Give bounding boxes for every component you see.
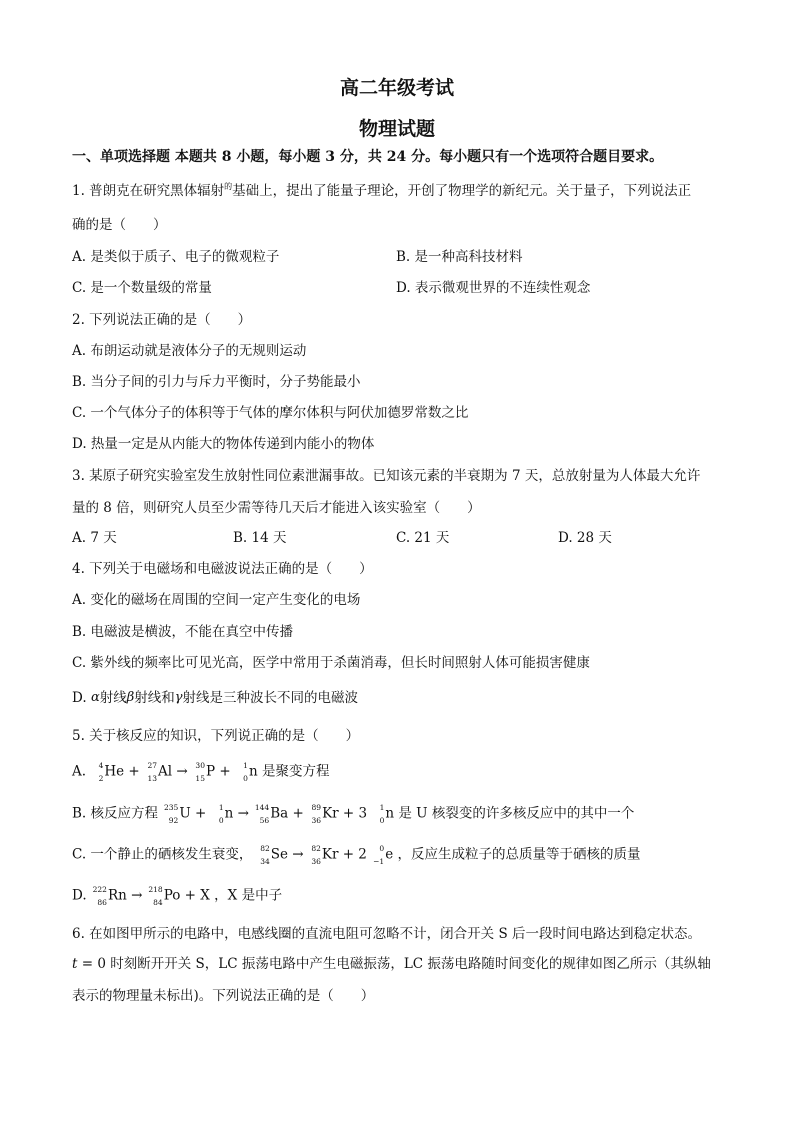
- nuclide-he: 4 2: [98, 761, 104, 783]
- q5-option-b: B. 核反应方程 235 92 U + 1 0 n → 144 56 Ba + 89 36 Kr + 3 1 0 n 是 U 核裂变的许多核反应中的其中一个: [72, 803, 635, 825]
- q4-d-tail: 射线是三种波长不同的电磁波: [182, 690, 359, 706]
- nuclide-rn: 222 86: [92, 885, 107, 907]
- q2-stem: 2. 下列说法正确的是（ ）: [72, 312, 252, 328]
- q5-c-tail: ，反应生成粒子的总质量等于硒核的质量: [397, 846, 641, 863]
- section-heading: 一、单项选择题 本题共 8 小题，每小题 3 分，共 24 分。每小题只有一个选项符合题目要求。: [72, 149, 664, 165]
- q1-stem-part-b: 基础上，提出了能量子理论，开创了物理学的新纪元。关于量子，下列说法正: [232, 183, 692, 199]
- q4-stem: 4. 下列关于电磁场和电磁波说法正确的是（ ）: [72, 561, 373, 577]
- nuclide-po: 218 84: [148, 885, 163, 907]
- nuclide-p: 30 15: [195, 761, 205, 783]
- q5-stem: 5. 关于核反应的知识，下列说正确的是（ ）: [72, 728, 360, 744]
- q3-option-a: A. 7 天: [72, 530, 117, 546]
- nuclide-n: 1 0: [243, 761, 248, 783]
- q1-stem-part-a: 1. 普朗克在研究黑体辐射: [72, 183, 225, 199]
- q4-d-mid2: 射线和: [134, 690, 175, 706]
- nuclide-al: 27 13: [147, 761, 157, 783]
- q5-b-tail: 是 U 核裂变的许多核反应中的其中一个: [398, 805, 635, 822]
- nuclide-se: 82 34: [260, 844, 270, 866]
- q5-option-d: D. 222 86 Rn → 218 84 Po + X ，X 是中子: [72, 885, 283, 907]
- q6-stem-line2: [72, 958, 711, 972]
- gamma-symbol: γ: [174, 690, 183, 705]
- beta-symbol: β: [126, 690, 135, 705]
- q1-option-a: A. 是类似于质子、电子的微观粒子: [72, 249, 280, 265]
- q3-stem-line1: 3. 某原子研究实验室发生放射性同位素泄漏事故。已知该元素的半衰期为 7 天，总放射量为人体最大允许: [72, 468, 701, 484]
- q4-d-prefix: D.: [72, 690, 91, 706]
- q1-option-c: C. 是一个数量级的常量: [72, 280, 212, 296]
- q2-option-d: D. 热量一定是从内能大的物体传递到内能小的物体: [72, 436, 375, 452]
- nuclide-ba: 144 56: [254, 803, 270, 825]
- q5-d-prefix: D.: [72, 887, 91, 904]
- page-subtitle: 物理试题: [358, 118, 435, 140]
- q6-stem-line2-text: = 0 时刻断开开关 S，LC 振荡电路中产生电磁振荡，LC 振荡电路随时间变化的规律如图乙所示（其纵轴: [77, 956, 711, 972]
- q5-a-prefix: A.: [72, 763, 91, 780]
- q6-stem-line1: 6. 在如图甲所示的电路中，电感线圈的直流电阻可忽略不计，闭合开关 S 后一段时间电路达到稳定状态。: [72, 926, 702, 942]
- q3-option-d: D. 28 天: [558, 530, 612, 546]
- q3-option-c: C. 21 天: [396, 530, 450, 546]
- q1-stem-line1: [72, 182, 692, 199]
- q5-b-prefix: B. 核反应方程: [72, 805, 159, 822]
- q2-option-a: A. 布朗运动就是液体分子的无规则运动: [72, 343, 307, 359]
- q1-option-b: B. 是一种高科技材料: [396, 249, 523, 265]
- q4-option-c: C. 紫外线的频率比可见光高，医学中常用于杀菌消毒，但长时间照射人体可能损害健康: [72, 655, 590, 671]
- alpha-symbol: α: [90, 690, 100, 705]
- q1-option-d: D. 表示微观世界的不连续性观念: [396, 280, 591, 296]
- q6-t-variable: t: [72, 956, 78, 972]
- q5-d-tail: ，X 是中子: [214, 887, 283, 904]
- nuclide-kr: 89 36: [311, 803, 322, 825]
- nuclide-kr2: 82 36: [311, 844, 321, 866]
- q6-stem-line3: 表示的物理量未标出)。下列说法正确的是（ ）: [72, 988, 375, 1004]
- q5-a-tail: 是聚变方程: [261, 763, 330, 780]
- q2-option-c: C. 一个气体分子的体积等于气体的摩尔体积与阿伏加德罗常数之比: [72, 405, 469, 421]
- q2-option-b: B. 当分子间的引力与斥力平衡时，分子势能最小: [72, 374, 361, 390]
- page-title: 高二年级考试: [339, 77, 454, 99]
- nuclide-e: 0 −1: [373, 844, 385, 866]
- q4-d-mid1: 射线: [99, 690, 127, 706]
- q3-stem-line2: 量的 8 倍，则研究人员至少需等待几天后才能进入该实验室（ ）: [72, 500, 481, 516]
- q4-option-d: [72, 692, 358, 706]
- nuclide-n2: 1 0: [218, 803, 224, 825]
- nuclide-n3: 1 0: [379, 803, 385, 825]
- q4-option-a: A. 变化的磁场在周围的空间一定产生变化的电场: [72, 592, 361, 608]
- q5-option-c: C. 一个静止的硒核发生衰变， 82 34 Se → 82 36 Kr + 2 0 −1 e ，反应生成粒子的总质量等于硒核的质量: [72, 844, 641, 866]
- q3-option-b: B. 14 天: [233, 530, 287, 546]
- q1-stem-sup: 的: [224, 182, 233, 191]
- q4-option-b: B. 电磁波是横波，不能在真空中传播: [72, 624, 294, 640]
- q5-option-a: A. 4 2 He + 27 13 Al → 30 15 P + 1 0 n 是聚变方程: [72, 761, 330, 783]
- q1-stem-line2: 确的是（ ）: [72, 217, 167, 233]
- q5-c-prefix: C. 一个静止的硒核发生衰变，: [72, 846, 253, 863]
- nuclide-u: 235 92: [163, 803, 179, 825]
